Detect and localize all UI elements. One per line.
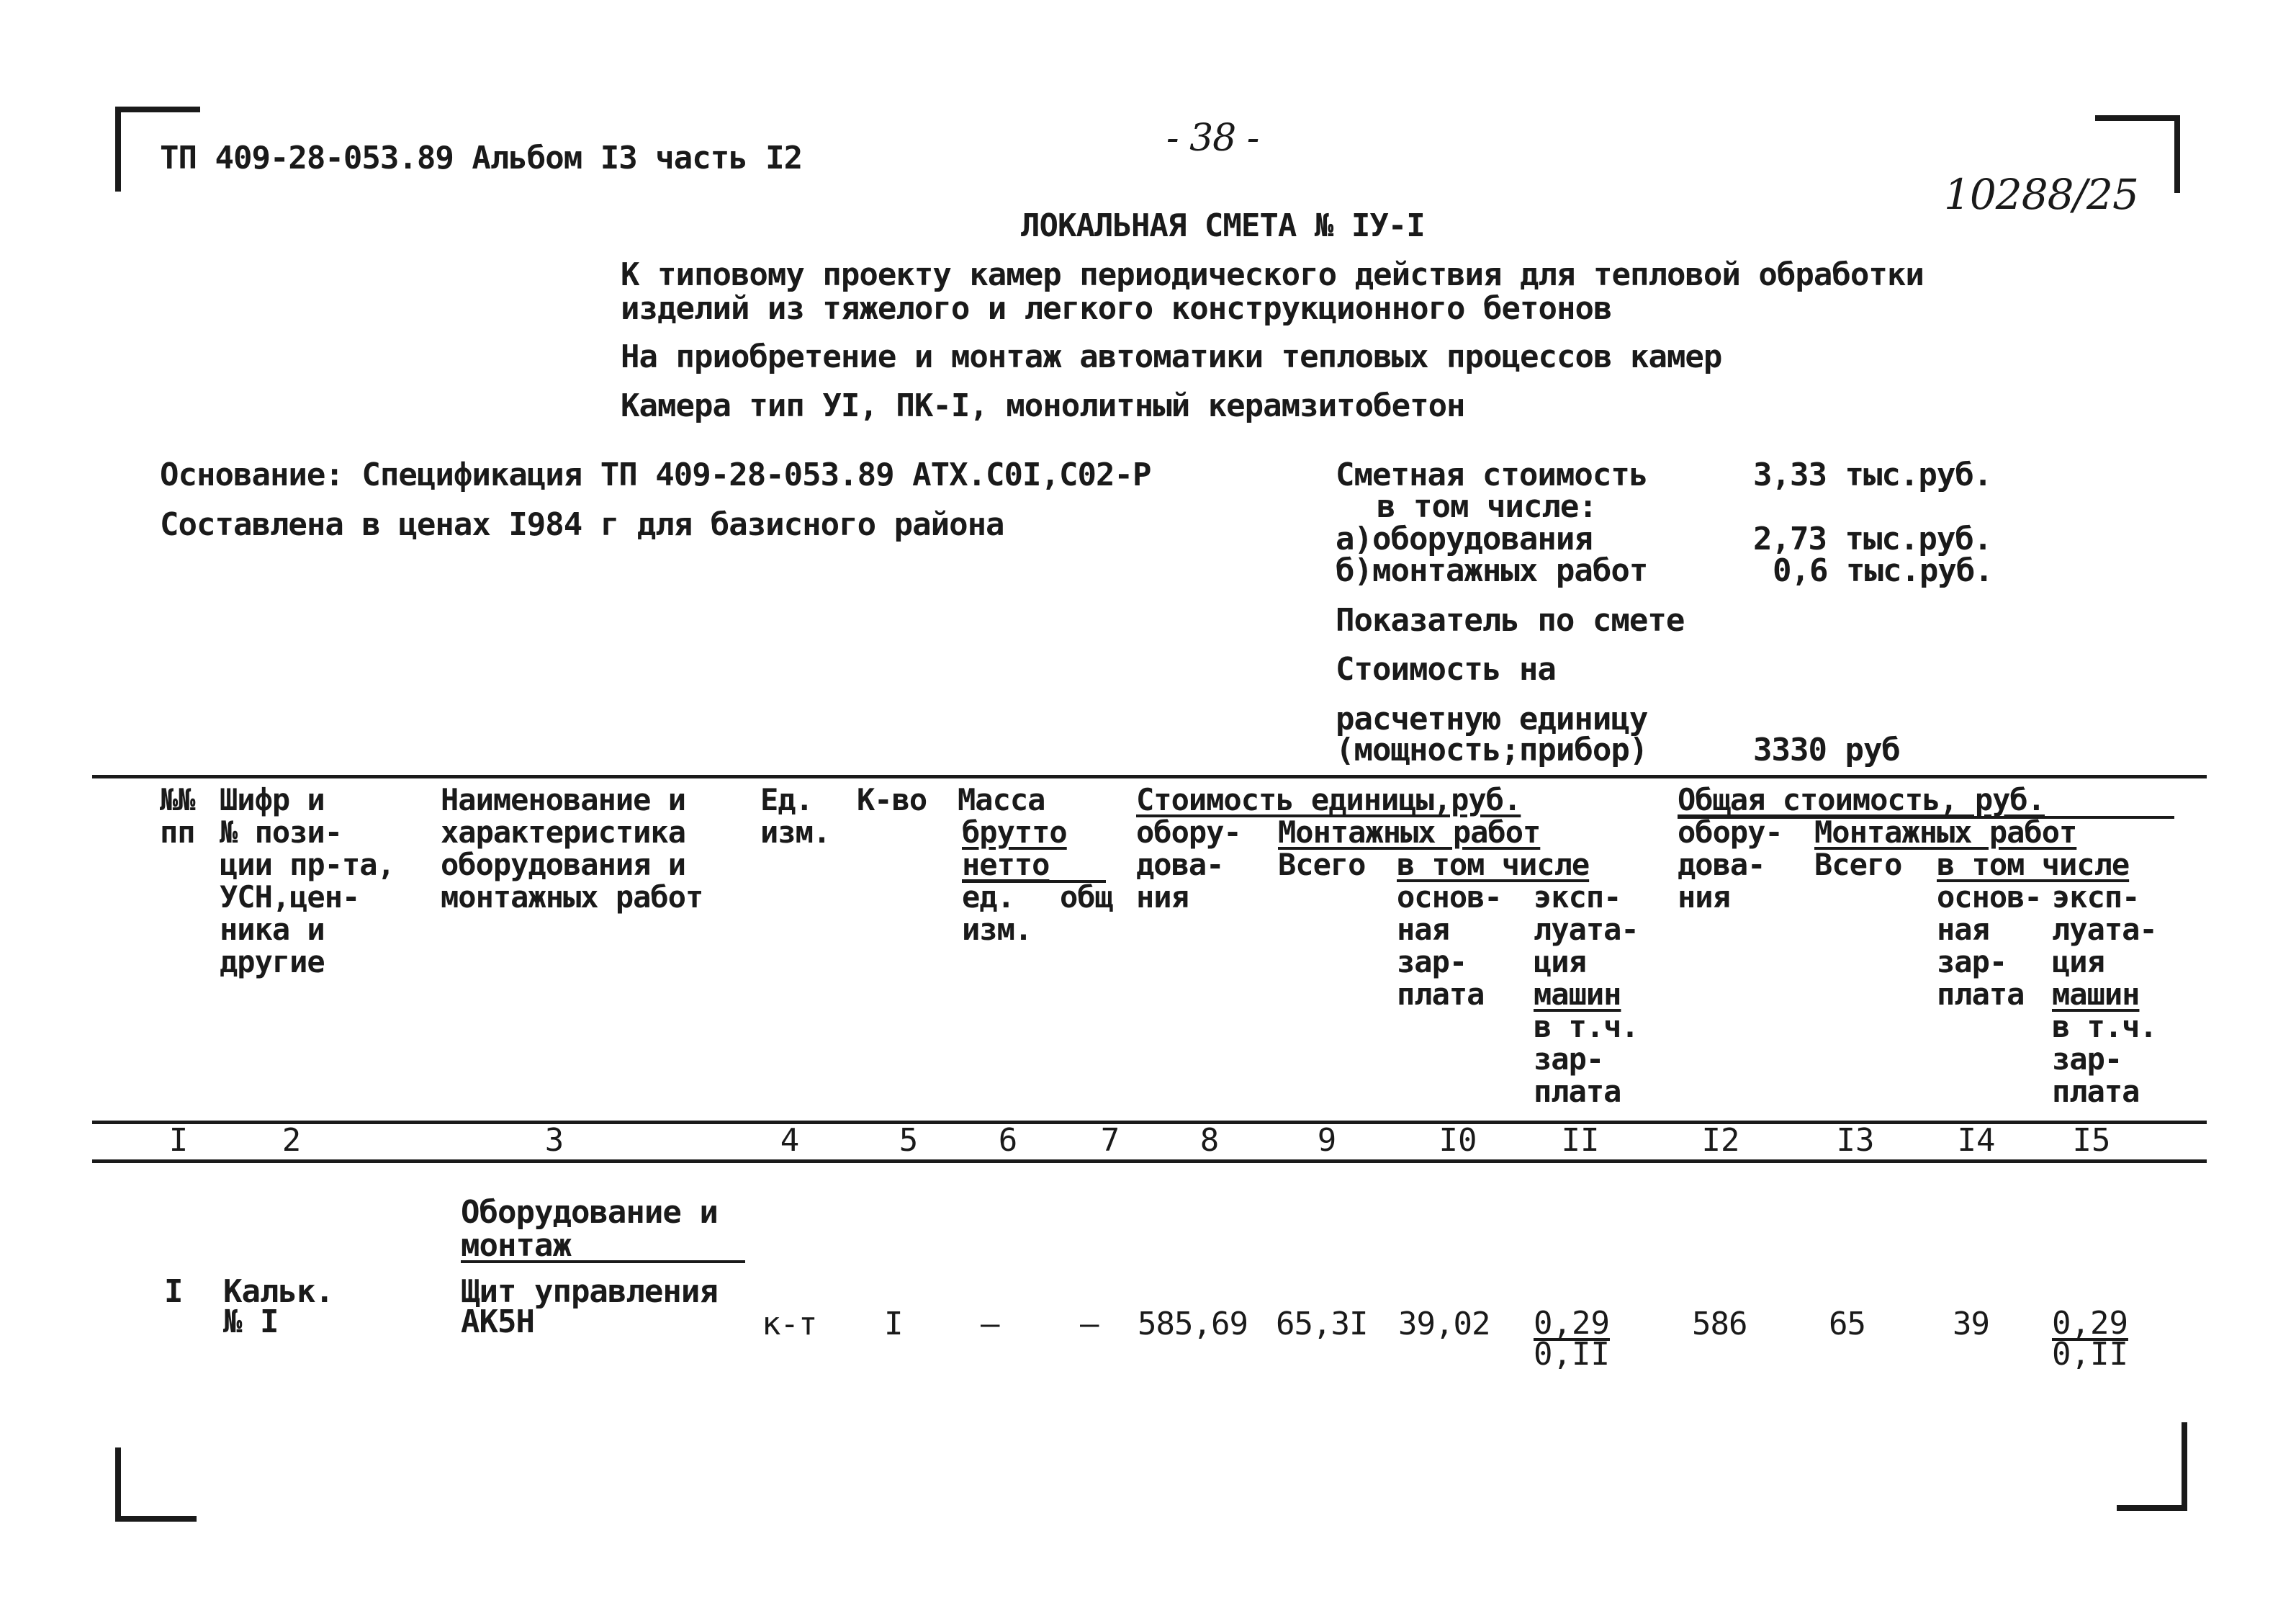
header-unit-including: в том числе: [1397, 847, 1590, 882]
description-line-3: На приобретение и монтаж автоматики тепловых процессов камер: [621, 338, 1722, 375]
column-number: I4: [1957, 1122, 1996, 1159]
column-number-bottom-rule: [92, 1159, 2207, 1163]
description-line-4: Камера тип УI, ПК-I, монолитный керамзитобетон: [621, 387, 1465, 424]
row-number: I: [164, 1273, 183, 1310]
column-number: 2: [282, 1122, 302, 1159]
installation-cost-value: 0,6 тыс.руб.: [1773, 552, 1993, 589]
row-code-2: № I: [223, 1303, 279, 1340]
row-total-machines-top: 0,29: [2052, 1305, 2128, 1342]
header-overall-installation: Монтажных работ: [1814, 814, 2077, 850]
equipment-cost-label: а)оборудования: [1336, 521, 1593, 557]
header-code: Шифр и № пози- ции пр-та, УСН,цен- ника и другие: [220, 782, 395, 979]
column-number: I2: [1701, 1122, 1740, 1159]
row-total-wage: 39: [1953, 1306, 1989, 1342]
header-overall-machines: эксп- луата- ция: [2052, 879, 2157, 979]
row-machines-top: 0,29: [1534, 1305, 1610, 1342]
corner-mark-bottom-left: [115, 1447, 197, 1522]
row-machines-bottom: 0,II: [1534, 1336, 1610, 1373]
header-overall-machines-word: машин: [2052, 977, 2140, 1012]
header-overall-cost: Общая стоимость, руб.: [1678, 782, 2045, 817]
header-unit-machines-word: машин: [1534, 977, 1621, 1012]
section-title-underline: [461, 1260, 745, 1263]
row-equipment-cost: 585,69: [1138, 1306, 1248, 1342]
header-unit-machines-wage: в т.ч. зар- плата: [1534, 1009, 1639, 1109]
header-unit-equipment: обору- дова- ния: [1136, 814, 1241, 915]
unit-cost-value: 3330 руб: [1753, 732, 1900, 768]
installation-cost-label: б)монтажных работ: [1336, 552, 1648, 589]
row-name-2: АК5Н: [461, 1303, 534, 1340]
row-quantity: I: [884, 1306, 903, 1342]
section-title-line-2: монтаж: [461, 1227, 571, 1264]
column-number: I3: [1836, 1122, 1875, 1159]
header-unit-total: Всего: [1278, 847, 1366, 882]
table-top-rule: [92, 775, 2207, 778]
row-mass-unit: –: [981, 1306, 999, 1342]
unit-cost-label-1: Стоимость на: [1336, 651, 1556, 688]
header-name: Наименование и характеристика оборудования и монтажных работ: [441, 782, 703, 915]
header-mass-net: нетто: [962, 847, 1050, 882]
row-unit: к-т: [762, 1306, 817, 1342]
header-overall-total: Всего: [1814, 847, 1902, 882]
row-code-1: Кальк.: [223, 1273, 333, 1310]
header-unit-base-wage: основ- ная зар- плата: [1397, 879, 1502, 1012]
unit-cost-label-2: расчетную единицу: [1336, 701, 1648, 737]
description-line-1: К типовому проекту камер периодического действия для тепловой обработки: [621, 256, 1924, 293]
document-title: ЛОКАЛЬНАЯ СМЕТА № IУ-I: [1021, 207, 1425, 244]
column-number: 8: [1199, 1122, 1220, 1159]
column-number: I0: [1439, 1122, 1477, 1159]
column-number: 3: [544, 1122, 564, 1159]
unit-cost-label-3: (мощность;прибор): [1336, 732, 1648, 768]
header-unit-cost: Стоимость единицы,руб.: [1136, 782, 1521, 817]
header-overall-including: в том числе: [1937, 847, 2130, 882]
including-label: в том числе:: [1377, 488, 1597, 525]
page-number: - 38 -: [1166, 117, 1259, 160]
estimate-indicator-label: Показатель по смете: [1336, 602, 1685, 639]
header-mass: Масса: [958, 782, 1045, 817]
header-unit: Ед. изм.: [760, 782, 831, 850]
description-line-2: изделий из тяжелого и легкого конструкционного бетонов: [621, 290, 1612, 327]
basis-line-1: Основание: Спецификация ТП 409-28-053.89 АТХ.С0I,С02-Р: [160, 457, 1151, 493]
row-total-machines-bottom: 0,II: [2052, 1336, 2128, 1373]
header-overall-base-wage: основ- ная зар- плата: [1937, 879, 2042, 1012]
row-total-equipment: 586: [1692, 1306, 1747, 1342]
row-total-installation: 65: [1829, 1306, 1865, 1342]
header-mass-gross: брутто: [962, 814, 1067, 850]
document-code: ТП 409-28-053.89 Альбом I3 часть I2: [160, 140, 803, 176]
column-number-top-rule: [92, 1121, 2207, 1124]
row-installation-total: 65,3I: [1276, 1306, 1368, 1342]
basis-line-2: Составлена в ценах I984 г для базисного района: [160, 506, 1004, 543]
column-number: I: [168, 1122, 189, 1159]
corner-mark-bottom-right: [2117, 1422, 2187, 1511]
column-number: 4: [780, 1122, 800, 1159]
estimated-cost-value: 3,33 тыс.руб.: [1753, 457, 1992, 493]
equipment-cost-value: 2,73 тыс.руб.: [1753, 521, 1992, 557]
section-title-line-1: Оборудование и: [461, 1194, 718, 1231]
column-number: I5: [2072, 1122, 2111, 1159]
estimated-cost-label: Сметная стоимость: [1336, 457, 1648, 493]
handwritten-document-number: 10288/25: [1944, 170, 2138, 219]
column-number: 7: [1100, 1122, 1120, 1159]
header-overall-equipment: обору- дова- ния: [1678, 814, 1783, 915]
row-name-1: Щит управления: [461, 1273, 718, 1310]
header-overall-machines-wage: в т.ч. зар- плата: [2052, 1009, 2157, 1109]
header-mass-total: общ: [1060, 879, 1112, 915]
header-quantity: К-во: [857, 782, 927, 817]
header-mass-unit: ед. изм.: [962, 879, 1032, 947]
header-row-number: №№ пп: [160, 782, 195, 850]
row-mass-total: –: [1080, 1306, 1099, 1342]
header-unit-machines: эксп- луата- ция: [1534, 879, 1639, 979]
column-number: 6: [998, 1122, 1018, 1159]
header-unit-installation: Монтажных работ: [1278, 814, 1541, 850]
column-number: II: [1561, 1122, 1600, 1159]
column-number: 9: [1317, 1122, 1337, 1159]
column-number: 5: [899, 1122, 919, 1159]
row-base-wage: 39,02: [1398, 1306, 1490, 1342]
